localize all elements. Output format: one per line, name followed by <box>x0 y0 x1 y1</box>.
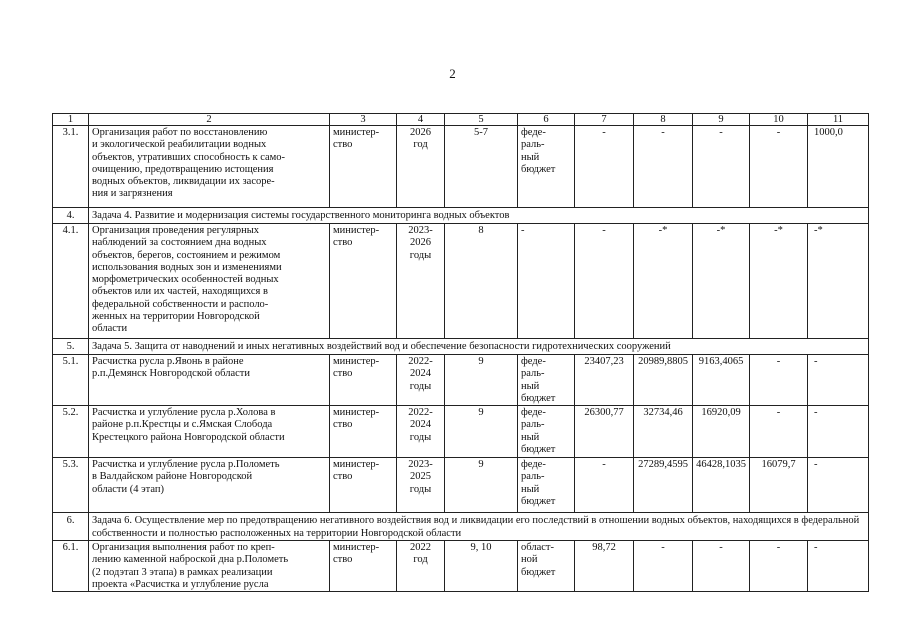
item-row <box>53 224 869 339</box>
amount-2022: - <box>575 458 634 513</box>
executor: министер- ство <box>330 458 397 513</box>
amount-2022: 23407,23 <box>575 355 634 406</box>
page-number: 2 <box>449 66 456 81</box>
amount-2026: 1000,0 <box>808 126 869 208</box>
item-number: 5.2. <box>53 406 89 458</box>
amount-2025: - <box>750 126 808 208</box>
column-number-row <box>53 114 869 126</box>
executor: министер- ство <box>330 224 397 339</box>
item-row <box>53 406 869 458</box>
task-number: 6. <box>53 513 89 541</box>
amount-2024: 9163,4065 <box>693 355 750 406</box>
funding-source: феде- раль- ный бюджет <box>518 355 575 406</box>
amount-2023: -* <box>634 224 693 339</box>
task-row <box>53 513 869 541</box>
period: 2022- 2024 годы <box>397 406 445 458</box>
column-header: 10 <box>750 114 808 126</box>
executor: министер- ство <box>330 406 397 458</box>
task-title: Задача 5. Защита от наводнений и иных негативных воздействий вод и обеспечение безопасности гидротехнических сооружений <box>89 339 869 355</box>
task-title: Задача 4. Развитие и модернизация системы государственного мониторинга водных объектов <box>89 208 869 224</box>
item-description: Организация проведения регулярных наблюдений за состоянием дна водных объектов, берегов, состоянием и режимом использования водных зон и изменениями морфометрических особенностей водных объектов или их частей, находящихся в федеральной собственности и располо- женных на территории Новгородской области <box>89 224 330 339</box>
item-description: Организация работ по восстановлению и экологической реабилитации водных объектов, утративших способность к само- очищению, предотвращению истощения водных объектов, ликвидации их засоре- ния и загрязнения <box>89 126 330 208</box>
period: 2023- 2025 годы <box>397 458 445 513</box>
funding-source: феде- раль- ный бюджет <box>518 126 575 208</box>
task-row <box>53 339 869 355</box>
period: 2022 год <box>397 541 445 592</box>
amount-2024: 46428,1035 <box>693 458 750 513</box>
amount-2022: 26300,77 <box>575 406 634 458</box>
amount-2025: - <box>750 406 808 458</box>
target-ref: 9 <box>445 406 518 458</box>
executor: министер- ство <box>330 126 397 208</box>
period: 2022- 2024 годы <box>397 355 445 406</box>
amount-2026: - <box>808 406 869 458</box>
item-row <box>53 458 869 513</box>
task-row <box>53 208 869 224</box>
period: 2026 год <box>397 126 445 208</box>
target-ref: 9 <box>445 458 518 513</box>
executor: министер- ство <box>330 355 397 406</box>
item-number: 6.1. <box>53 541 89 592</box>
column-header: 1 <box>53 114 89 126</box>
column-header: 8 <box>634 114 693 126</box>
item-description: Организация выполнения работ по креп- лению каменной наброской дна р.Полометь (2 подэтап 3 этапа) в рамках реализации проекта «Расчистка и углубление русла <box>89 541 330 592</box>
funding-source: - <box>518 224 575 339</box>
column-header: 5 <box>445 114 518 126</box>
task-number: 4. <box>53 208 89 224</box>
period: 2023- 2026 годы <box>397 224 445 339</box>
column-header: 3 <box>330 114 397 126</box>
amount-2023: 32734,46 <box>634 406 693 458</box>
amount-2022: - <box>575 224 634 339</box>
item-number: 5.3. <box>53 458 89 513</box>
amount-2023: - <box>634 541 693 592</box>
column-header: 11 <box>808 114 869 126</box>
amount-2025: 16079,7 <box>750 458 808 513</box>
funding-source: феде- раль- ный бюджет <box>518 406 575 458</box>
task-title: Задача 6. Осуществление мер по предотвращению негативного воздействия вод и ликвидации его последствий в отношении водных объектов, находящихся в федеральной собственности и полностью расположенных на территории Новгородской области <box>89 513 869 541</box>
amount-2026: - <box>808 355 869 406</box>
item-number: 4.1. <box>53 224 89 339</box>
amount-2026: - <box>808 458 869 513</box>
program-table <box>52 113 869 592</box>
item-description: Расчистка и углубление русла р.Полометь в Валдайском районе Новгородской области (4 этап) <box>89 458 330 513</box>
item-number: 3.1. <box>53 126 89 208</box>
amount-2022: - <box>575 126 634 208</box>
column-header: 4 <box>397 114 445 126</box>
amount-2023: 20989,8805 <box>634 355 693 406</box>
amount-2026: -* <box>808 224 869 339</box>
executor: министер- ство <box>330 541 397 592</box>
column-header: 6 <box>518 114 575 126</box>
task-number: 5. <box>53 339 89 355</box>
amount-2025: - <box>750 355 808 406</box>
amount-2023: - <box>634 126 693 208</box>
target-ref: 9, 10 <box>445 541 518 592</box>
funding-source: област- ной бюджет <box>518 541 575 592</box>
amount-2025: -* <box>750 224 808 339</box>
amount-2024: 16920,09 <box>693 406 750 458</box>
column-header: 7 <box>575 114 634 126</box>
column-header: 9 <box>693 114 750 126</box>
item-description: Расчистка русла р.Явонь в районе р.п.Демянск Новгородской области <box>89 355 330 406</box>
amount-2024: -* <box>693 224 750 339</box>
target-ref: 9 <box>445 355 518 406</box>
amount-2022: 98,72 <box>575 541 634 592</box>
amount-2026: - <box>808 541 869 592</box>
item-description: Расчистка и углубление русла р.Холова в районе р.п.Крестцы и с.Ямская Слобода Крестецкого района Новгородской области <box>89 406 330 458</box>
funding-source: феде- раль- ный бюджет <box>518 458 575 513</box>
item-number: 5.1. <box>53 355 89 406</box>
item-row <box>53 355 869 406</box>
amount-2025: - <box>750 541 808 592</box>
amount-2023: 27289,4595 <box>634 458 693 513</box>
target-ref: 5-7 <box>445 126 518 208</box>
column-header: 2 <box>89 114 330 126</box>
target-ref: 8 <box>445 224 518 339</box>
amount-2024: - <box>693 126 750 208</box>
item-row <box>53 541 869 592</box>
amount-2024: - <box>693 541 750 592</box>
item-row <box>53 126 869 208</box>
